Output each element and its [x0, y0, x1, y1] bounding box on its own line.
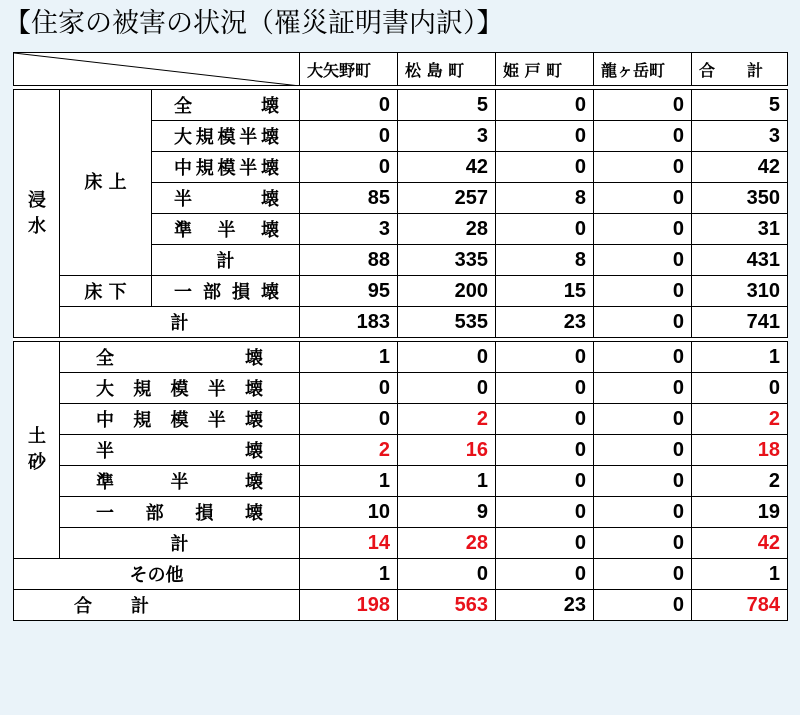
value-cell: 350: [692, 183, 788, 214]
value-cell: 0: [496, 152, 594, 183]
grand-total-label: 合計: [14, 590, 300, 621]
value-cell: 0: [300, 404, 398, 435]
row-label: 中規模半壊: [60, 404, 300, 435]
table-row: [14, 466, 788, 497]
value-cell: 0: [496, 214, 594, 245]
sediment-group-label: 土砂: [14, 342, 60, 559]
value-cell: 14: [300, 528, 398, 559]
value-cell: 563: [398, 590, 496, 621]
value-cell: 0: [594, 214, 692, 245]
value-cell: 0: [496, 528, 594, 559]
value-cell: 0: [496, 466, 594, 497]
value-cell: 0: [496, 373, 594, 404]
page-title: 【住家の被害の状況（罹災証明書内訳）】: [4, 8, 504, 39]
column-header: 姫 戸 町: [496, 53, 594, 86]
value-cell: 0: [594, 90, 692, 121]
row-label: 計: [60, 528, 300, 559]
row-label: 準半壊: [152, 214, 300, 245]
value-cell: 0: [300, 90, 398, 121]
row-label: 一部損壊: [60, 497, 300, 528]
table-row: [14, 90, 788, 121]
value-cell: 0: [594, 152, 692, 183]
value-cell: 18: [692, 435, 788, 466]
table-row: [14, 497, 788, 528]
value-cell: 42: [398, 152, 496, 183]
value-cell: 3: [398, 121, 496, 152]
value-cell: 23: [496, 307, 594, 338]
floor-below-label: 床 下: [60, 276, 152, 307]
column-header: 合 計: [692, 53, 788, 86]
value-cell: 28: [398, 528, 496, 559]
value-cell: 23: [496, 590, 594, 621]
diagonal-line: [14, 53, 300, 86]
value-cell: 0: [398, 559, 496, 590]
table-row: [14, 342, 788, 373]
value-cell: 42: [692, 152, 788, 183]
row-label: 全壊: [60, 342, 300, 373]
value-cell: 784: [692, 590, 788, 621]
value-cell: 0: [594, 559, 692, 590]
value-cell: 335: [398, 245, 496, 276]
floor-above-label: 床 上: [60, 90, 152, 276]
value-cell: 1: [398, 466, 496, 497]
value-cell: 0: [300, 121, 398, 152]
flood-total-label: 計: [60, 307, 300, 338]
value-cell: 1: [300, 342, 398, 373]
value-cell: 0: [594, 307, 692, 338]
value-cell: 8: [496, 183, 594, 214]
value-cell: 2: [300, 435, 398, 466]
table-row: [14, 404, 788, 435]
value-cell: 10: [300, 497, 398, 528]
value-cell: 0: [594, 183, 692, 214]
row-label: 計: [152, 245, 300, 276]
corner-cell: [14, 53, 300, 86]
row-label: 一部損壊: [152, 276, 300, 307]
value-cell: 1: [692, 342, 788, 373]
value-cell: 5: [398, 90, 496, 121]
table-row: [14, 435, 788, 466]
value-cell: 183: [300, 307, 398, 338]
row-label: 半壊: [60, 435, 300, 466]
row-label: 大規模半壊: [152, 121, 300, 152]
value-cell: 0: [594, 121, 692, 152]
value-cell: 42: [692, 528, 788, 559]
flood-group-label: 浸水: [14, 90, 60, 338]
value-cell: 85: [300, 183, 398, 214]
grand-total-row: [14, 590, 788, 621]
damage-table: [13, 52, 788, 621]
value-cell: 0: [594, 245, 692, 276]
value-cell: 0: [496, 90, 594, 121]
table-row: [14, 528, 788, 559]
value-cell: 2: [692, 466, 788, 497]
column-header: 龍ヶ岳町: [594, 53, 692, 86]
value-cell: 0: [300, 152, 398, 183]
value-cell: 0: [496, 497, 594, 528]
value-cell: 431: [692, 245, 788, 276]
value-cell: 0: [594, 276, 692, 307]
value-cell: 200: [398, 276, 496, 307]
column-header: 松 島 町: [398, 53, 496, 86]
value-cell: 16: [398, 435, 496, 466]
row-label: 中規模半壊: [152, 152, 300, 183]
row-label: 半壊: [152, 183, 300, 214]
table-row: [14, 276, 788, 307]
value-cell: 0: [594, 497, 692, 528]
value-cell: 741: [692, 307, 788, 338]
value-cell: 0: [594, 435, 692, 466]
value-cell: 0: [594, 404, 692, 435]
value-cell: 310: [692, 276, 788, 307]
value-cell: 1: [300, 466, 398, 497]
header-row: [14, 53, 788, 86]
value-cell: 0: [594, 590, 692, 621]
value-cell: 0: [398, 373, 496, 404]
value-cell: 0: [398, 342, 496, 373]
value-cell: 3: [300, 214, 398, 245]
value-cell: 19: [692, 497, 788, 528]
value-cell: 0: [594, 466, 692, 497]
value-cell: 0: [300, 373, 398, 404]
value-cell: 257: [398, 183, 496, 214]
table-row: [14, 559, 788, 590]
value-cell: 5: [692, 90, 788, 121]
value-cell: 0: [496, 559, 594, 590]
value-cell: 0: [496, 121, 594, 152]
value-cell: 0: [496, 342, 594, 373]
column-header: 大矢野町: [300, 53, 398, 86]
table-row: [14, 307, 788, 338]
value-cell: 3: [692, 121, 788, 152]
value-cell: 9: [398, 497, 496, 528]
value-cell: 88: [300, 245, 398, 276]
value-cell: 0: [594, 342, 692, 373]
value-cell: 0: [496, 435, 594, 466]
value-cell: 2: [398, 404, 496, 435]
value-cell: 0: [594, 373, 692, 404]
other-label: その他: [14, 559, 300, 590]
table-row: [14, 373, 788, 404]
value-cell: 0: [692, 373, 788, 404]
row-label: 大規模半壊: [60, 373, 300, 404]
value-cell: 31: [692, 214, 788, 245]
value-cell: 28: [398, 214, 496, 245]
value-cell: 2: [692, 404, 788, 435]
value-cell: 0: [594, 528, 692, 559]
value-cell: 95: [300, 276, 398, 307]
value-cell: 535: [398, 307, 496, 338]
value-cell: 8: [496, 245, 594, 276]
value-cell: 1: [300, 559, 398, 590]
value-cell: 1: [692, 559, 788, 590]
row-label: 全壊: [152, 90, 300, 121]
row-label: 準半壊: [60, 466, 300, 497]
value-cell: 15: [496, 276, 594, 307]
value-cell: 0: [496, 404, 594, 435]
value-cell: 198: [300, 590, 398, 621]
